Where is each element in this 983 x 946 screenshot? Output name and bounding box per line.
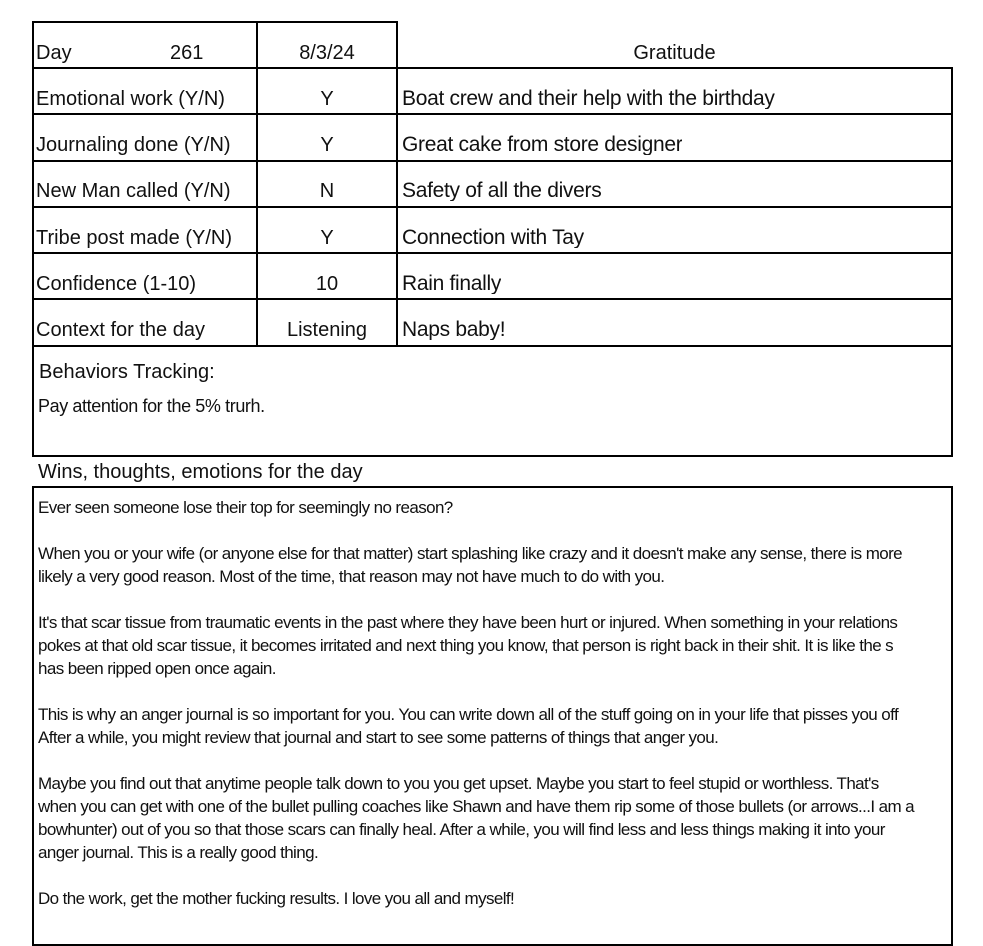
journal-line: Do the work, get the mother fucking results. I love you all and myself! xyxy=(38,889,515,908)
journal-paragraph xyxy=(38,703,950,749)
tracking-label-confidence: Confidence (1-10) xyxy=(36,274,197,294)
table-border xyxy=(32,455,953,457)
journal-line: bowhunter) out of you so that those scars can finally heal. After a while, you will find less and less things making it into your xyxy=(38,820,885,839)
table-border xyxy=(32,113,953,115)
journal-line: After a while, you might review that journal and start to see some patterns of things that anger you. xyxy=(38,728,719,747)
behaviors-heading: Behaviors Tracking: xyxy=(39,362,215,382)
journal-heading: Wins, thoughts, emotions for the day xyxy=(38,462,363,482)
tracking-value-confidence[interactable]: 10 xyxy=(315,274,339,294)
journal-paragraph xyxy=(38,542,950,588)
tracking-label-emotional-work: Emotional work (Y/N) xyxy=(36,89,225,109)
gratitude-heading: Gratitude xyxy=(633,43,716,63)
journal-line: anger journal. This is a really good thing. xyxy=(38,843,319,862)
tracking-label-journaling: Journaling done (Y/N) xyxy=(36,135,231,155)
journal-body xyxy=(38,496,950,933)
journal-paragraph xyxy=(38,772,950,864)
gratitude-item[interactable]: Boat crew and their help with the birthday xyxy=(402,89,775,109)
table-border xyxy=(32,160,953,162)
gratitude-item[interactable]: Safety of all the divers xyxy=(402,181,602,201)
tracking-value-tribe-post[interactable]: Y xyxy=(320,228,334,248)
journal-paragraph xyxy=(38,611,950,680)
tracking-value-journaling[interactable]: Y xyxy=(320,135,334,155)
table-border xyxy=(32,298,953,300)
journal-line: This is why an anger journal is so important for you. You can write down all of the stuff going on in your life that pisses you off xyxy=(38,705,899,724)
journal-paragraph xyxy=(38,496,950,519)
journal-line: when you can get with one of the bullet pulling coaches like Shawn and have them rip some of those bullets (or arrows...I am a xyxy=(38,797,914,816)
journal-line: Ever seen someone lose their top for seemingly no reason? xyxy=(38,498,453,517)
tracking-label-context: Context for the day xyxy=(36,320,205,340)
date-value: 8/3/24 xyxy=(299,43,355,63)
gratitude-item[interactable]: Rain finally xyxy=(402,274,502,294)
tracking-value-new-man-called[interactable]: N xyxy=(319,181,335,201)
journal-line: When you or your wife (or anyone else for that matter) start splashing like crazy and it doesn't make any sense, there is more xyxy=(38,544,903,563)
journal-line: It's that scar tissue from traumatic events in the past where they have been hurt or injured. When something in your relations xyxy=(38,613,898,632)
table-border xyxy=(32,206,953,208)
day-number: 261 xyxy=(170,43,204,63)
table-border xyxy=(32,67,953,69)
gratitude-item[interactable]: Naps baby! xyxy=(402,320,506,340)
table-border xyxy=(951,67,953,457)
journal-line: pokes at that old scar tissue, it becomes irritated and next thing you know, that person is right back in their shit. It is like the s xyxy=(38,636,894,655)
journal-line: Maybe you find out that anytime people talk down to you you get upset. Maybe you start to feel stupid or worthless. That's xyxy=(38,774,879,793)
tracking-value-context[interactable]: Listening xyxy=(286,320,368,340)
behaviors-text[interactable]: Pay attention for the 5% trurh. xyxy=(38,396,265,416)
table-border xyxy=(32,345,34,457)
journal-paragraph xyxy=(38,887,950,910)
day-label: Day xyxy=(36,43,72,63)
table-border xyxy=(32,21,398,23)
gratitude-item[interactable]: Great cake from store designer xyxy=(402,135,683,155)
journal-line: has been ripped open once again. xyxy=(38,659,276,678)
table-border xyxy=(32,252,953,254)
journal-line: likely a very good reason. Most of the time, that reason may not have much to do with you. xyxy=(38,567,665,586)
gratitude-item[interactable]: Connection with Tay xyxy=(402,228,584,248)
table-border xyxy=(32,345,953,347)
tracking-label-new-man-called: New Man called (Y/N) xyxy=(36,181,231,201)
tracking-value-emotional-work[interactable]: Y xyxy=(320,89,334,109)
tracking-label-tribe-post: Tribe post made (Y/N) xyxy=(36,228,232,248)
